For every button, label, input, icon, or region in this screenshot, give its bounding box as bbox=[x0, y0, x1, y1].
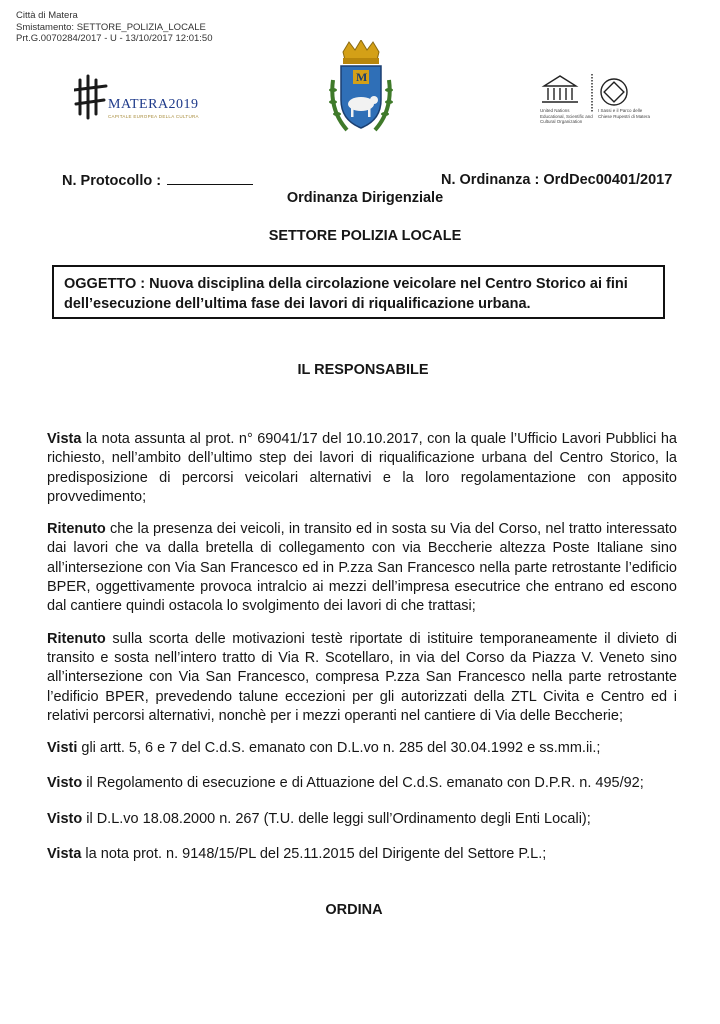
paragraph-lead: Ritenuto bbox=[47, 521, 106, 538]
paragraph-lead: Visto bbox=[47, 775, 83, 792]
paragraph bbox=[47, 430, 677, 507]
protocollo-field bbox=[62, 172, 253, 189]
protocollo-label: N. Protocollo : bbox=[62, 173, 162, 189]
paragraph-text: la nota assunta al prot. n° 69041/17 del 10.10.2017, con la quale l’Ufficio Lavori Pubblici ha richiesto, nell’ambito dell’ultimo step dei lavori di riqualificazione urbana del Centro Storico, la predisposizione di percorsi veicolari alternativi e la loro regolamentazione con apposito provvedimento; bbox=[47, 431, 677, 505]
ordina-heading: ORDINA bbox=[325, 902, 383, 918]
matera-logo-name: MATERA2019 bbox=[108, 97, 199, 112]
crest-letter: M bbox=[356, 70, 368, 84]
city-crest-icon bbox=[327, 40, 395, 140]
matera-logo-subtitle: CAPITALE EUROPEA DELLA CULTURA bbox=[108, 114, 199, 119]
paragraph bbox=[47, 520, 677, 616]
oggetto-box bbox=[52, 265, 665, 319]
paragraph bbox=[47, 630, 677, 726]
responsabile-heading: IL RESPONSABILE bbox=[297, 362, 429, 378]
protocollo-blank-line bbox=[167, 172, 253, 185]
stamp-protocol-number: Prt.G.0070284/2017 - U - 13/10/2017 12:01:50 bbox=[16, 33, 213, 44]
paragraph-text: gli artt. 5, 6 e 7 del C.d.S. emanato con D.L.vo n. 285 del 30.04.1992 e ss.mm.ii.; bbox=[77, 740, 601, 757]
protocol-stamp bbox=[16, 10, 212, 45]
paragraph bbox=[47, 739, 677, 758]
matera-2019-logo-icon bbox=[74, 74, 224, 122]
world-heritage-icon: I Sassi e il Parco delle Chiese Rupestri di Matera bbox=[598, 108, 651, 119]
paragraph-lead: Ritenuto bbox=[47, 630, 106, 647]
settore-title: SETTORE POLIZIA LOCALE bbox=[268, 228, 462, 244]
unesco-caption: United Nations Educational, Scientific and Cultural Organization bbox=[540, 108, 593, 124]
paragraph bbox=[47, 810, 677, 829]
document-body bbox=[47, 430, 677, 877]
paragraph-lead: Visto bbox=[47, 810, 83, 827]
paragraph-lead: Visti bbox=[47, 740, 78, 757]
paragraph-lead: Vista bbox=[47, 431, 82, 447]
unesco-logo-icon bbox=[540, 72, 660, 132]
paragraph-text: che la presenza dei veicoli, in transito ed in sosta su Via del Corso, nel tratto interessato dai lavori che va dalla bretella di collegamento con via Beccherie altezza Poste Italiane sino all’intersezione con Via San Francesco ed in P.zza San Francesco nella parte retrostante l’edificio BPER, oggettivamente provoca intralcio ai mezzi dell’impresa esecutrice che entrano ed escono dal cantiere quindi ostacola lo svolgimento dei lavori di che trattasi; bbox=[47, 521, 677, 615]
paragraph-text: la nota prot. n. 9148/15/PL del 25.11.2015 del Dirigente del Settore P.L.; bbox=[81, 846, 547, 863]
oggetto-text: OGGETTO : Nuova disciplina della circolazione veicolare nel Centro Storico ai fini dell’esecuzione dell’ultima fase dei lavori di riqualificazione urbana. bbox=[64, 276, 628, 312]
paragraph bbox=[47, 845, 677, 864]
paragraph-text: sulla scorta delle motivazioni testè riportate di istituire temporaneamente il divieto di transito e sosta nell’intero tratto di Via R. Scotellaro, in via del Corso da Piazza V. Veneto sino all’intersezione con Via San Francesco, compresa P.zza San Francesco nella parte retrostante l’edificio BPER, prevedendo talune eccezioni per gli autorizzati della ZTL Civita e Centro ed i relativi percorsi alternativi, nonchè per i mezzi operanti nel cantiere di Via delle Beccherie; bbox=[47, 630, 677, 724]
paragraph-text: il Regolamento di esecuzione e di Attuazione del C.d.S. emanato con D.P.R. n. 495/92; bbox=[82, 775, 644, 792]
stamp-city: Città di Matera bbox=[16, 10, 78, 21]
ordinanza-number: N. Ordinanza : OrdDec00401/2017 bbox=[441, 172, 673, 188]
paragraph bbox=[47, 774, 677, 793]
paragraph-lead: Vista bbox=[47, 846, 82, 863]
document-type: Ordinanza Dirigenziale bbox=[286, 190, 444, 206]
paragraph-text: il D.L.vo 18.08.2000 n. 267 (T.U. delle leggi sull’Ordinamento degli Enti Locali); bbox=[82, 810, 591, 827]
stamp-routing: Smistamento: SETTORE_POLIZIA_LOCALE bbox=[16, 21, 206, 33]
